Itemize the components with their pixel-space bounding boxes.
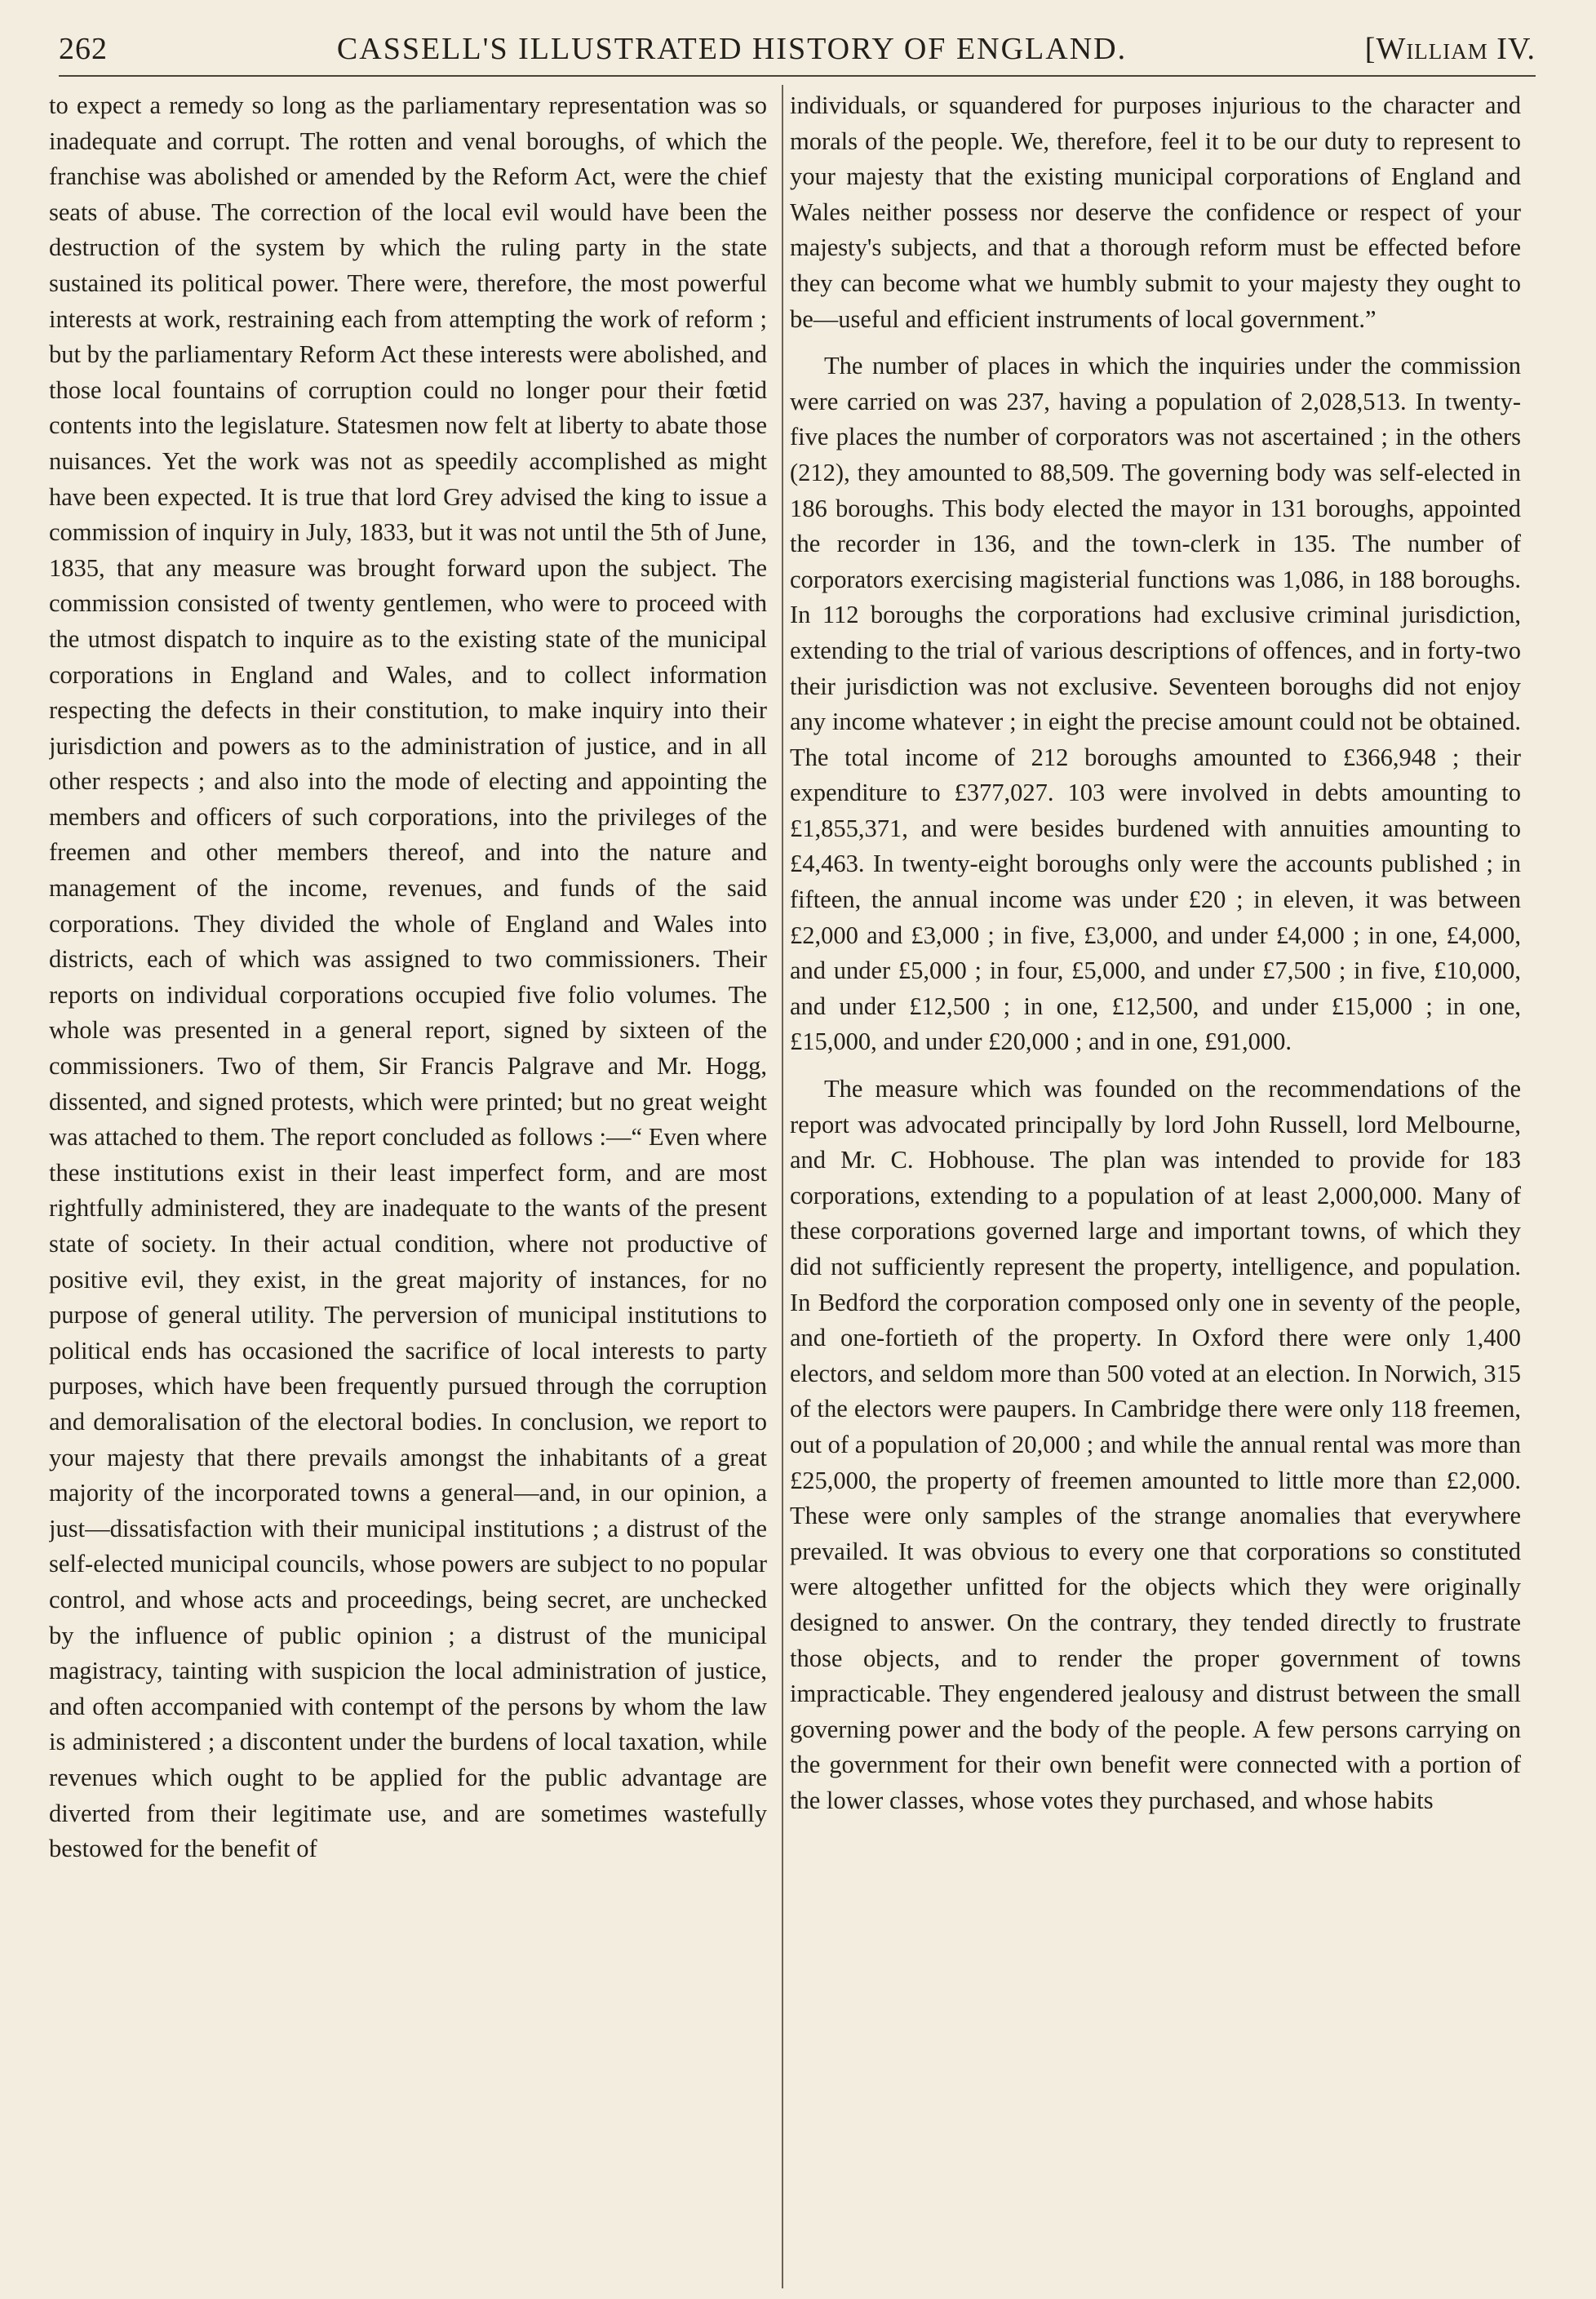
running-header bbox=[59, 31, 1536, 73]
book-title: CASSELL'S ILLUSTRATED HISTORY OF ENGLAND. bbox=[336, 32, 1128, 66]
section-label: [William IV. bbox=[1364, 32, 1536, 66]
paragraph: to expect a remedy so long as the parliamentary representation was so inadequate and corrupt. The rotten and venal boroughs, of which the franchise was abolished or amended by the Reform Act, were the chief seats of abuse. The correction of the local evil would have been the destruction of the system by which the ruling party in the state sustained its political power. There were, therefore, the most powerful interests at work, restraining each from attempting the work of reform ; but by the parliamentary Reform Act these interests were abolished, and those local fountains of corruption could no longer pour their fœtid contents into the legislature. Statesmen now felt at liberty to abate those nuisances. Yet the work was not as speedily accomplished as might have been expected. It is true that lord Grey advised the king to issue a commission of inquiry in July, 1833, but it was not until the 5th of June, 1835, that any measure was brought forward upon the subject. The commission consisted of twenty gentlemen, who were to proceed with the utmost dispatch to inquire as to the existing state of the municipal corporations in England and Wales, and to collect information respecting the defects in their constitution, to make inquiry into their jurisdiction and powers as to the administration of justice, and in all other respects ; and also into the mode of electing and appointing the members and officers of such corporations, into the privileges of the freemen and other members thereof, and into the nature and management of the income, revenues, and funds of the said corporations. They divided the whole of England and Wales into districts, each of which was assigned to two commissioners. Their reports on individual corporations occupied five folio volumes. The whole was presented in a general report, signed by sixteen of the commissioners. Two of them, Sir Francis Palgrave and Mr. Hogg, dissented, and signed protests, which were printed; but no great weight was attached to them. The report concluded as follows :—“ Even where these institutions exist in their least imperfect form, and are most rightfully administered, they are inadequate to the wants of the present state of society. In their actual condition, where not productive of positive evil, they exist, in the great majority of instances, for no purpose of general utility. The perversion of municipal institutions to political ends has occasioned the sacrifice of local interests to party purposes, which have been frequently pursued through the corruption and demoralisation of the electoral bodies. In conclusion, we report to your majesty that there prevails amongst the inhabitants of a great majority of the incorporated towns a general—and, in our opinion, a just—dissatisfaction with their municipal institutions ; a distrust of the self-elected municipal councils, whose powers are subject to no popular control, and whose acts and proceedings, being secret, are unchecked by the influence of public opinion ; a distrust of the municipal magistracy, tainting with suspicion the local administration of justice, and often accompanied with contempt of the persons by whom the law is administered ; a discontent under the burdens of local taxation, while revenues which ought to be applied for the public advantage are diverted from their legitimate use, and are sometimes wastefully bestowed for the benefit of bbox=[49, 91, 767, 1863]
header-rule bbox=[59, 75, 1536, 77]
left-column bbox=[49, 88, 767, 2292]
paragraph: The measure which was founded on the recommendations of the report was advocated principally by lord John Russell, lord Melbourne, and Mr. C. Hobhouse. The plan was intended to provide for 183 corporations, extending to a population of at least 2,000,000. Many of these corporations governed large and important towns, of which they did not sufficiently represent the property, intelligence, and population. In Bedford the corporation composed only one in seventy of the people, and one-fortieth of the property. In Oxford there were only 1,400 electors, and seldom more than 500 voted at an election. In Norwich, 315 of the electors were paupers. In Cambridge there were only 118 freemen, out of a population of 20,000 ; and while the annual rental was more than £25,000, the property of freemen amounted to little more than £2,000. These were only samples of the strange anomalies that everywhere prevailed. It was obvious to every one that corporations so constituted were altogether unfitted for the objects which they were originally designed to answer. On the contrary, they tended directly to frustrate those objects, and to render the proper government of towns impracticable. They engendered jealousy and distrust between the small governing power and the body of the people. A few persons carrying on the government for their own benefit were connected with a portion of the lower classes, whose votes they purchased, and whose habits bbox=[790, 1075, 1521, 1814]
paragraph: individuals, or squandered for purposes injurious to the character and morals of the people. We, therefore, feel it to be our duty to represent to your majesty that the existing municipal corporations of England and Wales neither possess nor deserve the confidence or respect of your majesty's subjects, and that a thorough reform must be effected before they can become what we humbly submit to your majesty they ought to be—useful and efficient instruments of local government.” bbox=[790, 91, 1521, 333]
page-number: 262 bbox=[59, 32, 108, 66]
paragraph: The number of places in which the inquiries under the commission were carried on was 237, having a population of 2,028,513. In twenty-five places the number of corporators was not ascertained ; in the others (212), they amounted to 88,509. The governing body was self-elected in 186 boroughs. This body elected the mayor in 131 boroughs, appointed the recorder in 136, and the town-clerk in 135. The number of corporators exercising magisterial functions was 1,086, in 188 boroughs. In 112 boroughs the corporations had exclusive criminal jurisdiction, extending to the trial of various descriptions of offences, and in forty-two their jurisdiction was not exclusive. Seventeen boroughs did not enjoy any income whatever ; in eight the precise amount could not be obtained. The total income of 212 boroughs amounted to £366,948 ; their expenditure to £377,027. 103 were involved in debts amounting to £1,855,371, and were besides burdened with annuities amounting to £4,463. In twenty-eight boroughs only were the accounts published ; in fifteen, the annual income was under £20 ; in eleven, it was between £2,000 and £3,000 ; in five, £3,000, and under £4,000 ; in one, £4,000, and under £5,000 ; in four, £5,000, and under £7,500 ; in five, £10,000, and under £12,500 ; in one, £12,500, and under £15,000 ; in one, £15,000, and under £20,000 ; and in one, £91,000. bbox=[790, 352, 1521, 1056]
column-divider bbox=[782, 85, 783, 2288]
right-column bbox=[790, 88, 1521, 2292]
